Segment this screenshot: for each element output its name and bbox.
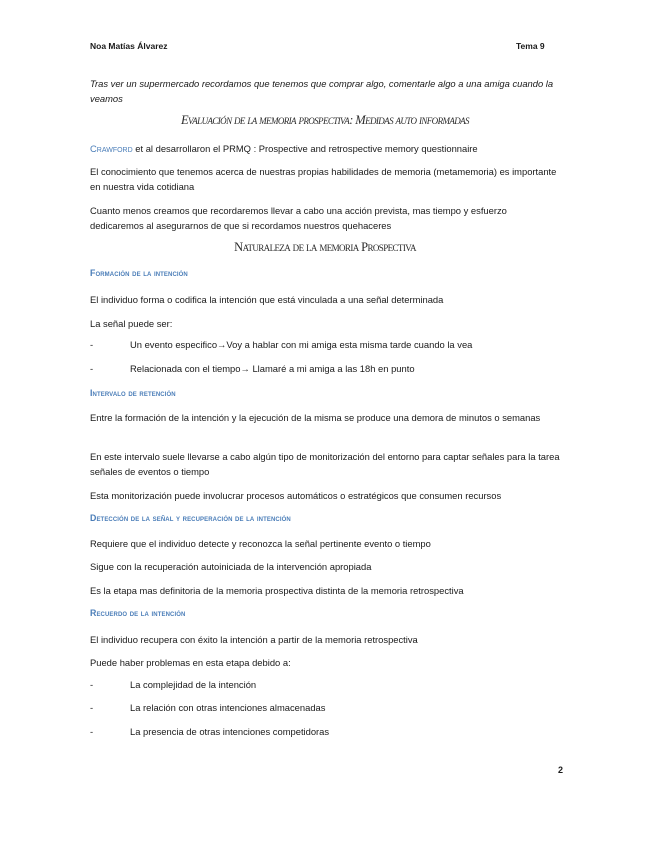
list-item-text: Un evento especifico→Voy a hablar con mi amiga esta misma tarde cuando la vea bbox=[130, 339, 473, 350]
intro-paragraph: Tras ver un supermercado recordamos que tenemos que comprar algo, comentarle algo a una amiga cuando la veamos bbox=[90, 78, 554, 104]
heading-formacion: Formación de la intención bbox=[90, 268, 188, 278]
paragraph-recuerdo-1: El individuo recupera con éxito la intención a partir de la memoria retrospectiva bbox=[90, 634, 418, 645]
paragraph-intervalo-1: Entre la formación de la intención y la ejecución de la misma se produce una demora de minutos o semanas bbox=[90, 412, 541, 423]
paragraph-esfuerzo: Cuanto menos creamos que recordaremos llevar a cabo una acción prevista, mas tiempo y esfuerzo dedicaremos al asegurarnos de que si recordamos nuestros quehaceres bbox=[90, 205, 507, 231]
page-number: 2 bbox=[558, 765, 564, 775]
section-title-text: Evaluación de la memoria prospectiva: Medidas auto informadas bbox=[181, 113, 469, 127]
bullet-marker: - bbox=[90, 363, 94, 374]
paragraph-metamemoria: El conocimiento que tenemos acerca de nuestras propias habilidades de memoria (metamemoria) es importante en nuestra vida cotidiana bbox=[90, 166, 557, 192]
bullet-marker: - bbox=[90, 726, 94, 737]
heading-recuerdo: Recuerdo de la intención bbox=[90, 608, 186, 618]
header-topic: Tema 9 bbox=[516, 41, 545, 51]
paragraph-intervalo-3: Esta monitorización puede involucrar procesos automáticos o estratégicos que consumen recursos bbox=[90, 490, 502, 501]
paragraph-formacion-1: El individuo forma o codifica la intención que está vinculada a una señal determinada bbox=[90, 294, 444, 305]
paragraph-deteccion-2: Sigue con la recuperación autoiniciada de la intervención apropiada bbox=[90, 561, 372, 572]
paragraph-deteccion-1: Requiere que el individuo detecte y reconozca la señal pertinente evento o tiempo bbox=[90, 538, 431, 549]
heading-intervalo: Intervalo de retención bbox=[90, 388, 176, 398]
section-title-evaluacion bbox=[90, 113, 560, 128]
header-author: Noa Matías Álvarez bbox=[90, 41, 168, 51]
section-title-naturaleza bbox=[90, 240, 560, 255]
list-item-text: Relacionada con el tiempo→ Llamaré a mi amiga a las 18h en punto bbox=[130, 363, 415, 374]
bullet-marker: - bbox=[90, 702, 94, 713]
paragraph-recuerdo-2: Puede haber problemas en esta etapa debido a: bbox=[90, 657, 291, 668]
crawford-paragraph bbox=[90, 141, 560, 156]
heading-deteccion: Detección de la señal y recuperación de la intención bbox=[90, 513, 291, 523]
list-item-text: La presencia de otras intenciones competidoras bbox=[130, 726, 330, 737]
paragraph-deteccion-3: Es la etapa mas definitoria de la memoria prospectiva distinta de la memoria retrospectiva bbox=[90, 585, 464, 596]
bullet-marker: - bbox=[90, 679, 94, 690]
paragraph-formacion-2: La señal puede ser: bbox=[90, 318, 173, 329]
section-title-text: Naturaleza de la memoria Prospectiva bbox=[234, 240, 416, 254]
crawford-text: et al desarrollaron el PRMQ : Prospective and retrospective memory questionnaire bbox=[135, 143, 478, 154]
author-name: Crawford bbox=[90, 143, 133, 154]
bullet-marker: - bbox=[90, 339, 94, 350]
paragraph-intervalo-2: En este intervalo suele llevarse a cabo algún tipo de monitorización del entorno para captar señales para la tarea señales de eventos o tiempo bbox=[90, 451, 560, 477]
list-item-text: La relación con otras intenciones almacenadas bbox=[130, 702, 326, 713]
list-item-text: La complejidad de la intención bbox=[130, 679, 257, 690]
